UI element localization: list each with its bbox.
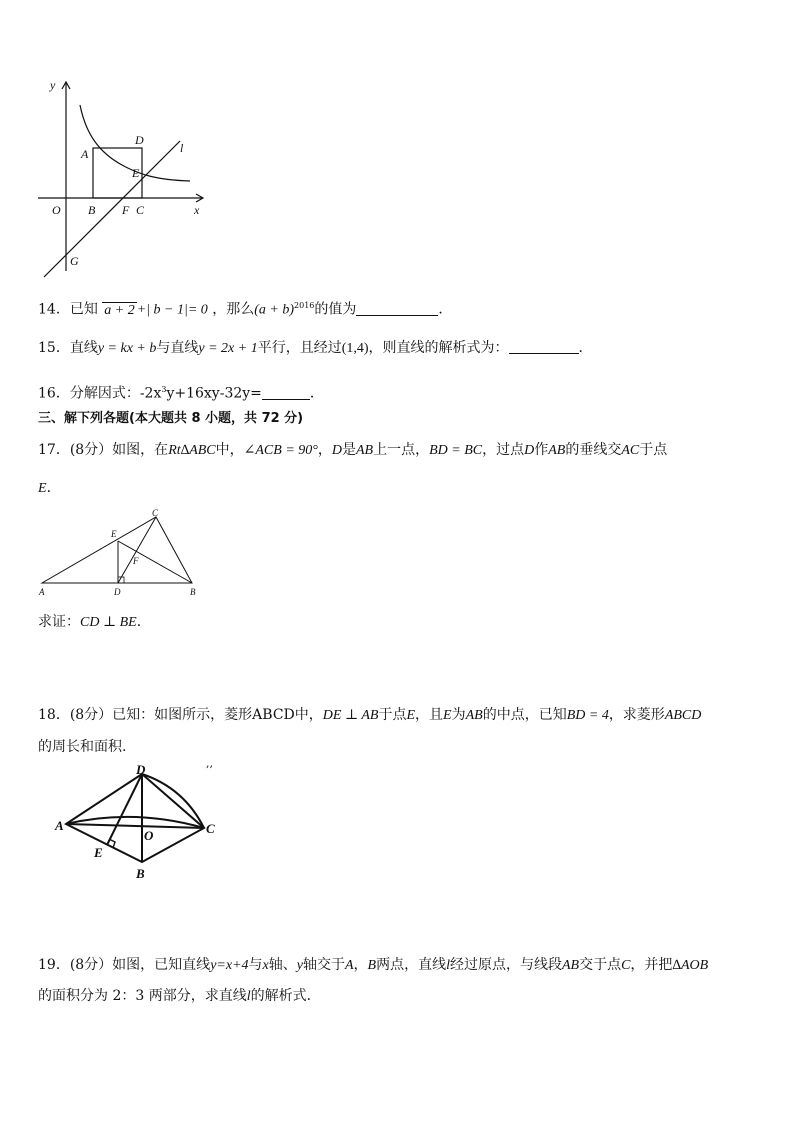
- q17-e: E: [38, 481, 47, 496]
- q17-ab2: AB: [548, 443, 566, 458]
- q14-answer-blank[interactable]: [356, 301, 438, 316]
- label-o: O: [52, 203, 61, 217]
- q18-e2: E: [443, 708, 452, 723]
- q17-text-b: 中，: [215, 442, 244, 458]
- q18-stray-mark: ,,: [206, 757, 213, 770]
- q17-d1: D: [331, 443, 342, 458]
- q16-answer-blank[interactable]: [262, 385, 310, 400]
- q14-end: ．: [438, 301, 453, 318]
- question-19-line2: [38, 986, 756, 1007]
- q19-text-d: 轴交于: [302, 957, 345, 973]
- fig17-label-b: B: [190, 587, 196, 597]
- q17-angle: ∠ACB = 90°: [243, 443, 318, 458]
- q16-text: 16．分解因式：-2x: [38, 385, 162, 402]
- q19-text-i: ，并把: [630, 957, 673, 973]
- q17-text-g: 作: [534, 442, 549, 458]
- q19-l2: l: [246, 989, 251, 1004]
- q15-mid2: 平行，且经过: [257, 340, 342, 356]
- q19-text-c: 轴、: [268, 957, 297, 973]
- q19-eq: y=x+4: [210, 958, 249, 973]
- q19-text-b: 与: [248, 957, 263, 973]
- figure-q18: [54, 762, 224, 882]
- section-3-title: 三、解下列各题(本大题共 8 小题，共 72 分): [38, 411, 304, 426]
- q18-line2: 的周长和面积.: [38, 739, 127, 755]
- q14-paren-expr: (a + b): [254, 302, 295, 318]
- q17-text-a: 17．(8分）如图，在: [38, 442, 169, 458]
- q15-answer-blank[interactable]: [509, 339, 579, 354]
- q14-middle: ，那么: [212, 301, 255, 318]
- fig18-label-a: A: [55, 818, 64, 833]
- q18-ab: AB: [465, 708, 483, 723]
- fig18-label-c: C: [206, 821, 215, 836]
- q16-text2: y+16xy-32y=: [166, 385, 262, 402]
- label-d: D: [135, 133, 144, 147]
- q19-line2-b: 的解析式．: [250, 988, 321, 1004]
- q18-eq: BD = 4: [566, 708, 609, 723]
- q17-eq: BD = BC: [429, 443, 483, 458]
- question-16: [38, 380, 756, 404]
- q17-line2-end: ．: [46, 480, 61, 496]
- q17-ac: AC: [621, 443, 640, 458]
- label-y: y: [50, 78, 56, 92]
- question-18-line1: [38, 705, 756, 726]
- q19-text-g: 经过原点，与线段: [449, 957, 562, 973]
- label-e: E: [132, 166, 140, 180]
- q19-text-f: 两点，直线: [376, 957, 447, 973]
- q18-text-c: ，且: [415, 707, 444, 723]
- q17-text-c: ，: [317, 442, 332, 458]
- q19-b: B: [367, 958, 377, 973]
- question-15: [38, 338, 756, 359]
- q18-rel: DE ⊥ AB: [322, 708, 379, 723]
- q17-text-i: 于点: [639, 442, 668, 458]
- line-l: [44, 141, 180, 277]
- q18-text-f: ，求菱形: [608, 707, 665, 723]
- q19-y: y: [296, 958, 303, 973]
- q14-tail: 的值为: [314, 301, 357, 318]
- fig18-label-e: E: [94, 845, 103, 860]
- q17-d2: D: [524, 443, 535, 458]
- q19-a: A: [344, 958, 354, 973]
- question-17-line1: [38, 440, 756, 461]
- q17-text-h: 的垂线交: [565, 442, 622, 458]
- q19-text-e: ，: [353, 957, 368, 973]
- q19-line2-a: 的面积分为 2：3 两部分，求直线: [38, 988, 247, 1004]
- q19-text-a: 19．(8分）如图，已知直线: [38, 957, 211, 973]
- question-18-line2: [38, 737, 756, 757]
- q15-tail: ，则直线的解析式为：: [368, 340, 509, 356]
- triangle-abc: [42, 517, 192, 583]
- q17-text-d: 是: [341, 442, 356, 458]
- q19-text-h: 交于点: [579, 957, 622, 973]
- fig17-label-f: F: [133, 556, 139, 566]
- fig17-label-e: E: [111, 529, 117, 539]
- fig18-label-b: B: [136, 866, 145, 881]
- label-a: A: [81, 147, 89, 161]
- q19-l1: l: [446, 958, 450, 973]
- q15-eq1: y = kx + b: [97, 341, 157, 356]
- q17-prove-end: ．: [136, 614, 151, 630]
- fig18-label-o: O: [144, 828, 154, 843]
- q14-sqrt-expr: a + 2: [104, 302, 135, 318]
- q19-ab: AB: [561, 958, 580, 973]
- segment-cd: [118, 517, 156, 583]
- fig17-label-a: A: [39, 587, 45, 597]
- q15-eq2: y = 2x + 1: [198, 341, 258, 356]
- diagonal-ac: [66, 824, 204, 828]
- q19-x: x: [262, 958, 269, 973]
- q17-text-f: ，过点: [482, 442, 525, 458]
- q18-text-b: 于点: [378, 707, 407, 723]
- q19-c: C: [621, 958, 631, 973]
- q14-number: 14．已知: [38, 301, 98, 318]
- q19-tri: ∆AOB: [672, 958, 709, 973]
- fig17-label-d: D: [114, 587, 121, 597]
- q15-end: ．: [578, 340, 593, 356]
- q18-text-a: 18．(8分）已知：如图所示，菱形ABCD中，: [38, 707, 323, 723]
- q14-exponent: 2016: [294, 301, 315, 310]
- figure-q17: [34, 505, 204, 600]
- fig17-label-c: C: [152, 508, 159, 518]
- q18-text-e: 的中点，已知: [482, 707, 567, 723]
- q18-abcd: ABCD: [664, 708, 702, 723]
- q17-prove-expr: CD ⊥ BE: [80, 615, 137, 630]
- q18-e1: E: [406, 708, 416, 723]
- q17-ab1: AB: [355, 443, 374, 458]
- q15-point: (1,4): [341, 341, 369, 356]
- question-14: [38, 296, 756, 321]
- label-x: x: [194, 203, 200, 217]
- question-17-line2: [38, 478, 756, 499]
- q17-prove-label: 求证：: [38, 614, 80, 630]
- q16-end: ．: [309, 385, 324, 402]
- q15-number: 15．直线: [38, 340, 98, 356]
- label-c: C: [136, 203, 145, 217]
- q17-text-e: 上一点，: [373, 442, 430, 458]
- label-f: F: [122, 203, 130, 217]
- label-g: G: [70, 254, 79, 268]
- question-19-line1: [38, 955, 756, 976]
- q14-abs-expr: +| b − 1|= 0: [136, 302, 208, 318]
- q17-triangle: Rt∆ABC: [168, 443, 216, 458]
- label-b: B: [88, 203, 96, 217]
- question-17-prove: [38, 612, 756, 633]
- label-l: l: [180, 141, 184, 155]
- q16-sup: 3: [161, 385, 167, 394]
- q18-text-d: 为: [451, 707, 466, 723]
- figure-q13: [30, 75, 220, 285]
- q15-mid1: 与直线: [156, 340, 199, 356]
- fig18-label-d: D: [136, 762, 146, 777]
